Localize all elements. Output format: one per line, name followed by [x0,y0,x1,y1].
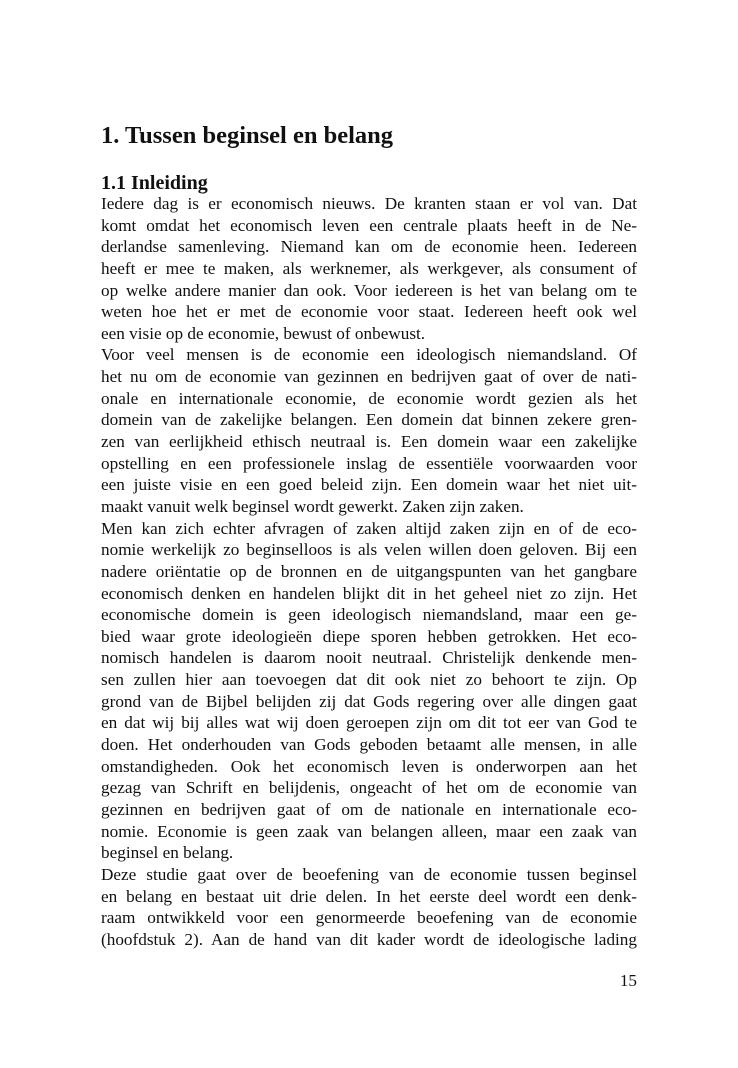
text-line: (hoofdstuk 2). Aan de hand van dit kader wordt de ideologische lading [101,929,637,949]
text-line: economische domein is geen ideologisch niemandsland, maar een ge- [101,605,637,625]
text-line: zen van eerlijkheid ethisch neutraal is. Een domein waar een zakelijke [101,432,637,452]
text-line: omstandigheden. Ook het economisch leven is onderworpen aan het [101,756,637,776]
text-line: nomie werkelijk zo beginselloos is als velen willen doen geloven. Bij een [101,540,637,560]
text-line: onale en internationale economie, de economie wordt gezien als het [101,388,637,408]
text-line: bied waar grote ideologieën diepe sporen hebben getrokken. Het eco- [101,626,637,646]
text-line: Voor veel mensen is de economie een ideologisch niemandsland. Of [101,345,637,365]
text-line: Men kan zich echter afvragen of zaken altijd zaken zijn en of de eco- [101,518,637,538]
text-line: gezinnen en bedrijven gaat of om de nationale en internationale eco- [101,799,637,819]
body-text [101,193,637,950]
section-title: 1.1 Inleiding [101,172,208,194]
text-line: domein van de zakelijke belangen. Een domein dat binnen zekere gren- [101,410,637,430]
text-line: en belang en bestaat uit drie delen. In het eerste deel wordt een denk- [101,886,637,906]
text-line: heeft er mee te maken, als werknemer, als werkgever, als consument of [101,258,637,278]
text-line: een visie op de economie, bewust of onbewust. [101,323,426,343]
text-line: maakt vanuit welk beginsel wordt gewerkt. Zaken zijn zaken. [101,496,524,516]
text-line: derlandse samenleving. Niemand kan om de economie heen. Iedereen [101,237,637,257]
text-line: raam ontwikkeld voor een genormeerde beoefening van de economie [101,908,637,928]
text-line: Iedere dag is er economisch nieuws. De kranten staan er vol van. Dat [101,194,637,213]
text-line: het nu om de economie van gezinnen en bedrijven gaat of over de nati- [101,367,637,387]
text-line: een juiste visie en een goed beleid zijn. Een domein waar het niet uit- [101,475,637,495]
text-line: economisch denken en handelen blijkt dit in het geheel niet zo zijn. Het [101,583,637,603]
text-line: op welke andere manier dan ook. Voor iedereen is het van belang om te [101,280,637,300]
text-line: weten hoe het er met de economie voor staat. Iedereen heeft ook wel [101,302,637,322]
text-line: doen. Het onderhouden van Gods geboden betaamt alle mensen, in alle [101,735,637,755]
text-line: Deze studie gaat over de beoefening van de economie tussen beginsel [101,864,637,884]
chapter-title: 1. Tussen beginsel en belang [101,122,394,149]
text-line: nadere oriëntatie op de bronnen en de uitgangspunten van het gangbare [101,561,637,581]
text-line: grond van de Bijbel belijden zij dat Gods regering over alle dingen gaat [101,691,637,711]
text-line: gezag van Schrift en belijdenis, ongeacht of het om de economie van [101,778,637,798]
text-line: nomisch handelen is daarom nooit neutraal. Christelijk denkende men- [101,648,637,668]
text-line: opstelling en een professionele inslag de essentiële voorwaarden voor [101,453,637,473]
text-line: beginsel en belang. [101,843,234,863]
text-line: sen zullen hier aan toevoegen dat dit ook niet zo behoort te zijn. Op [101,670,637,690]
text-line: en dat wij bij alles wat wij doen geroepen zijn om dit tot eer van God te [101,713,637,733]
book-page [101,0,637,1068]
text-line: komt omdat het economisch leven een centrale plaats heeft in de Ne- [101,215,637,235]
page-number: 15 [619,971,637,990]
text-line: nomie. Economie is geen zaak van belangen alleen, maar een zaak van [101,821,637,841]
